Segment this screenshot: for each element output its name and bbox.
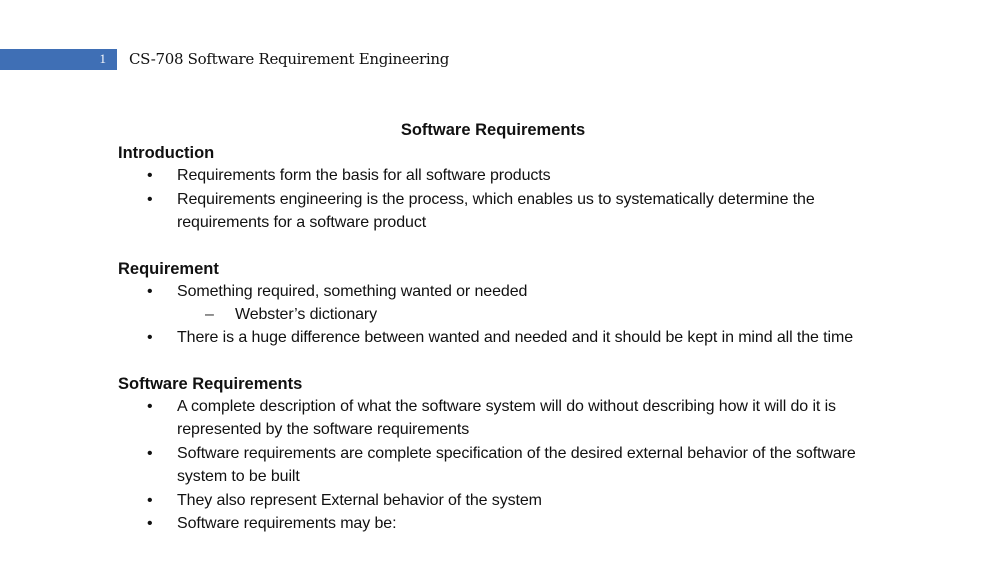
bullet-list-requirement [118, 280, 888, 350]
bullet-list-introduction [118, 164, 888, 235]
list-item: • There is a huge difference between wanted and needed and it should be kept in mind all the time [118, 326, 888, 350]
document-body [118, 119, 888, 536]
list-item: • Requirements form the basis for all software products [118, 164, 888, 188]
section-heading-requirement: Requirement [118, 259, 219, 278]
list-item: • Software requirements are complete specification of the desired external behavior of the software system to be built [118, 442, 888, 489]
sub-bullet-list [177, 303, 888, 326]
list-item: • They also represent External behavior of the system [118, 489, 888, 513]
page-number: 1 [99, 51, 106, 66]
bullet-icon: • [147, 190, 153, 208]
bullet-icon: • [147, 282, 153, 300]
bullet-list-software-requirements [118, 395, 888, 536]
list-item: • Something required, something wanted or needed – Webster’s dictionary [118, 280, 888, 327]
bullet-icon: • [147, 515, 153, 532]
section-heading-software-requirements: Software Requirements [118, 374, 303, 393]
list-item: • Software requirements may be: [118, 512, 888, 536]
bullet-icon: • [147, 329, 153, 346]
list-item: • Requirements engineering is the process, which enables us to systematically determine the requirements for a software product [118, 188, 888, 235]
bullet-icon: • [147, 491, 153, 509]
bullet-icon: • [147, 397, 153, 415]
list-item: • A complete description of what the software system will do without describing how it will do it is represented by the software requirements [118, 395, 888, 442]
bullet-icon: • [147, 167, 153, 184]
section-heading-introduction: Introduction [118, 144, 215, 162]
page-header [0, 49, 600, 70]
bullet-icon: • [147, 444, 153, 462]
page-number-badge [0, 49, 117, 70]
dash-icon: – [205, 306, 214, 323]
document-title: Software Requirements [400, 121, 586, 139]
sub-list-item: – Webster’s dictionary [118, 303, 888, 326]
running-header-title: CS-708 Software Requirement Engineering [129, 50, 450, 68]
